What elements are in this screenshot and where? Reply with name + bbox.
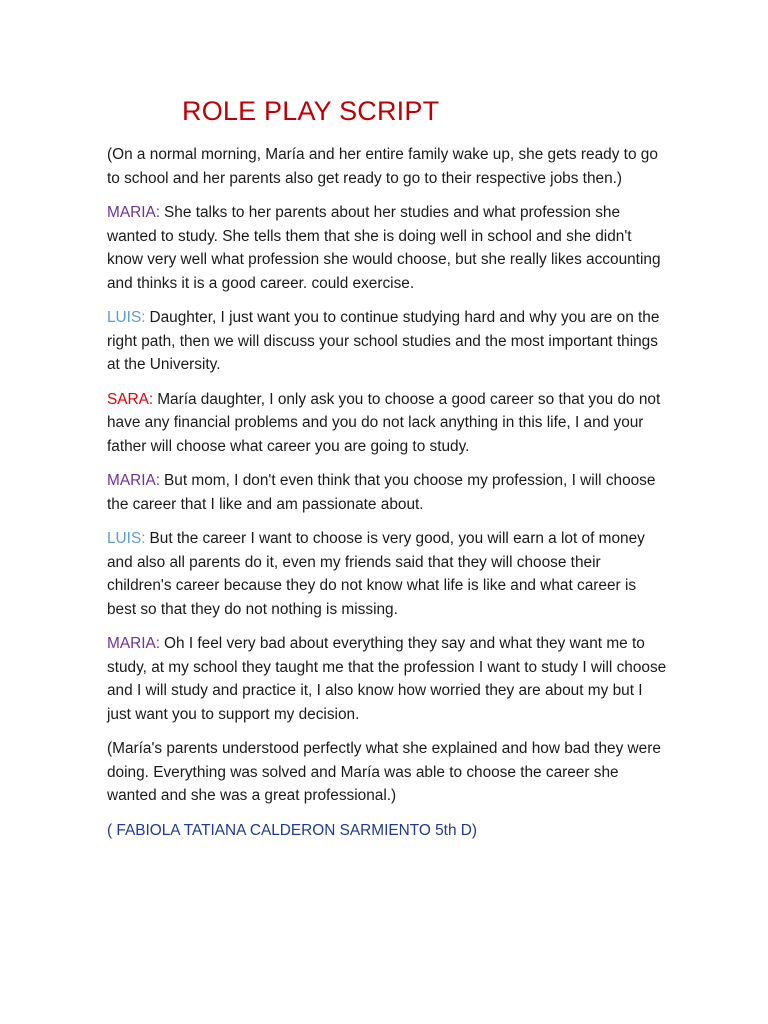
document-title: ROLE PLAY SCRIPT	[182, 96, 440, 126]
script-paragraph	[107, 632, 667, 726]
script-paragraph	[107, 388, 667, 459]
paragraph-text: Oh I feel very bad about everything they say and what they want me to study, at my school they taught me that the profession I want to study I will choose and I will study and practice it, I also know how worried they are about my but I just want you to support my decision.	[107, 635, 667, 723]
script-paragraph	[107, 201, 667, 295]
paragraph-text: She talks to her parents about her studies and what profession she wanted to study. She tells them that she is doing well in school and she didn't know very well what profession she would choose, but she really likes accounting and thinks it is a good career. could exercise.	[107, 204, 661, 292]
script-paragraph	[107, 143, 667, 190]
speaker-label: MARIA:	[107, 635, 161, 652]
script-paragraph	[107, 737, 667, 808]
paragraph-text: But the career I want to choose is very good, you will earn a lot of money and also all parents do it, even my friends said that they will choose their children's career because they do not know what life is like and what career is best so that they do not nothing is missing.	[107, 530, 645, 618]
speaker-label: LUIS:	[107, 309, 146, 326]
speaker-label: LUIS:	[107, 530, 146, 547]
speaker-label: MARIA:	[107, 204, 161, 221]
speaker-label: SARA:	[107, 390, 154, 408]
author-credit: ( FABIOLA TATIANA CALDERON SARMIENTO 5th D)	[107, 821, 478, 839]
paragraph-text: (María's parents understood perfectly what she explained and how bad they were doing. Everything was solved and María was able to choose the career she wanted and she was a great professional.)	[107, 740, 661, 804]
speaker-label: MARIA:	[107, 472, 161, 489]
script-body	[107, 143, 667, 853]
paragraph-text: (On a normal morning, María and her entire family wake up, she gets ready to go to school and her parents also get ready to go to their respective jobs then.)	[107, 146, 658, 187]
paragraph-text: But mom, I don't even think that you choose my profession, I will choose the career that I like and am passionate about.	[107, 472, 656, 513]
script-paragraph	[107, 469, 667, 516]
script-paragraph	[107, 306, 667, 377]
script-paragraph	[107, 527, 667, 621]
paragraph-text: María daughter, I only ask you to choose a good career so that you do not have any financial problems and you do not lack anything in this life, I and your father will choose what career you are going to study.	[107, 390, 661, 455]
paragraph-text: Daughter, I just want you to continue studying hard and why you are on the right path, then we will discuss your school studies and the most important things at the University.	[107, 309, 660, 373]
